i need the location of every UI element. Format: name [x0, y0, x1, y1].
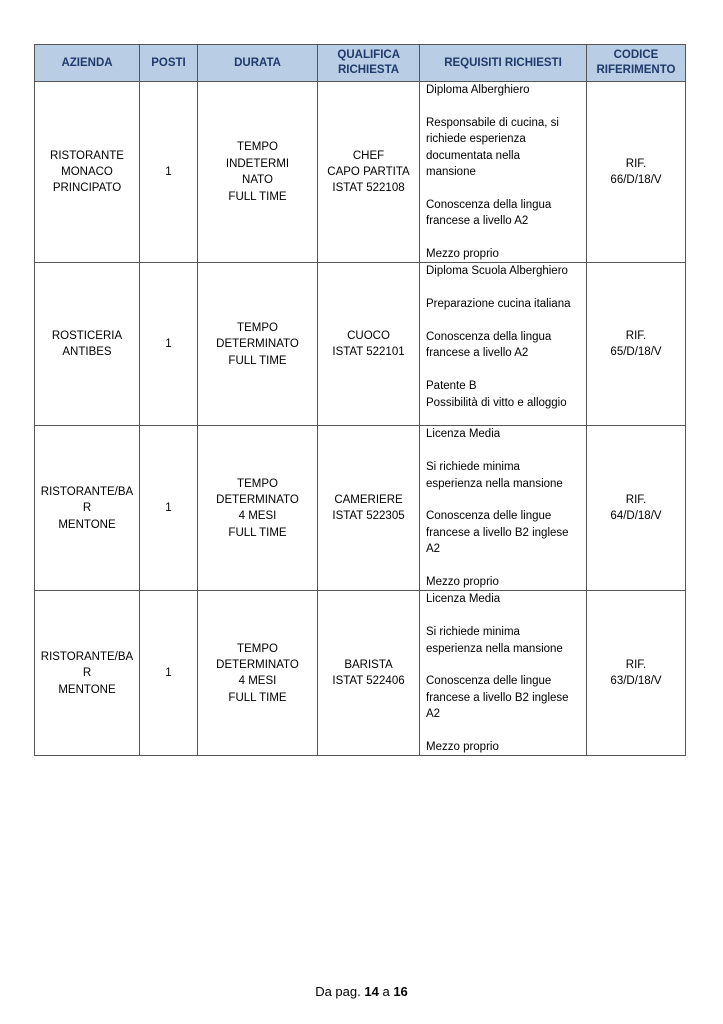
- durata-line: TEMPO: [237, 477, 278, 490]
- requisiti-line: francese a livello B2 inglese: [426, 691, 569, 704]
- requisiti-line: esperienza nella mansione: [426, 642, 563, 655]
- codice-line: 66/D/18/V: [610, 174, 662, 187]
- table-row: [35, 82, 686, 263]
- cell-azienda: [35, 263, 140, 426]
- cell-requisiti: [420, 591, 587, 756]
- cell-qualifica: [318, 82, 420, 263]
- requisiti-line: documentata nella: [426, 149, 520, 162]
- footer-page-number: 14: [364, 984, 379, 999]
- header-codice-line-2: RIFERIMENTO: [596, 64, 676, 76]
- requisiti-line: Licenza Media: [426, 593, 501, 606]
- qualifica-line: BARISTA: [344, 659, 393, 672]
- job-offers-table: [34, 44, 686, 756]
- requisiti-line: Conoscenza delle lingue: [426, 510, 552, 523]
- qualifica-line: ISTAT 522305: [332, 510, 405, 523]
- header-durata: DURATA: [198, 45, 318, 82]
- requisiti-line: Diploma Scuola Alberghiero: [426, 265, 568, 278]
- durata-line: INDETERMI: [225, 157, 290, 170]
- footer-prefix: Da pag.: [315, 984, 361, 999]
- header-requisiti: REQUISITI RICHIESTI: [420, 45, 587, 82]
- requisiti-line: Mezzo proprio: [426, 576, 499, 589]
- requisiti-line: Responsabile di cucina, si: [426, 116, 559, 129]
- requisiti-line: [426, 723, 580, 739]
- cell-codice: [587, 82, 686, 263]
- qualifica-line: ISTAT 522101: [332, 346, 405, 359]
- requisiti-line: A2: [426, 708, 441, 721]
- cell-codice: [587, 263, 686, 426]
- durata-line: DETERMINATO: [216, 659, 299, 672]
- cell-durata: [198, 263, 318, 426]
- azienda-line: RISTORANTE/BA: [40, 650, 134, 663]
- requisiti-line: esperienza nella mansione: [426, 477, 563, 490]
- azienda-line: RISTORANTE: [50, 149, 124, 162]
- azienda-line: R: [82, 502, 92, 515]
- requisiti-line: Conoscenza delle lingue: [426, 675, 552, 688]
- qualifica-line: CAPO PARTITA: [327, 166, 410, 178]
- header-azienda: AZIENDA: [35, 45, 140, 82]
- durata-line: 4 MESI: [238, 510, 277, 523]
- cell-durata: [198, 591, 318, 756]
- durata-line: TEMPO: [237, 141, 278, 154]
- durata-line: FULL TIME: [228, 691, 287, 704]
- cell-qualifica: [318, 426, 420, 591]
- durata-line: TEMPO: [237, 321, 278, 334]
- requisiti-line: Mezzo proprio: [426, 741, 499, 754]
- durata-line: DETERMINATO: [216, 338, 299, 351]
- requisiti-line: [426, 98, 580, 114]
- cell-qualifica: [318, 263, 420, 426]
- cell-azienda: [35, 82, 140, 263]
- cell-durata: [198, 82, 318, 263]
- durata-line: TEMPO: [237, 642, 278, 655]
- requisiti-line: A2: [426, 543, 441, 556]
- qualifica-line: CUOCO: [347, 330, 390, 343]
- header-codice: [587, 45, 686, 82]
- codice-line: 65/D/18/V: [610, 346, 662, 359]
- azienda-line: MENTONE: [58, 518, 116, 531]
- cell-posti: 1: [140, 426, 198, 591]
- requisiti-line: mansione: [426, 166, 476, 179]
- durata-line: FULL TIME: [228, 354, 287, 367]
- cell-durata: [198, 426, 318, 591]
- azienda-line: RISTORANTE/BA: [40, 485, 134, 498]
- azienda-line: ROSTICERIA: [51, 330, 123, 343]
- requisiti-line: [426, 230, 580, 246]
- requisiti-line: Si richiede minima: [426, 626, 520, 639]
- azienda-line: PRINCIPATO: [52, 182, 122, 195]
- requisiti-line: Preparazione cucina italiana: [426, 298, 571, 311]
- codice-line: RIF.: [625, 659, 647, 672]
- qualifica-line: ISTAT 522108: [332, 182, 405, 195]
- durata-line: DETERMINATO: [216, 494, 299, 507]
- page-footer: [0, 984, 723, 999]
- requisiti-line: Patente B: [426, 380, 477, 393]
- azienda-line: R: [82, 667, 92, 680]
- azienda-line: ANTIBES: [62, 346, 112, 359]
- cell-qualifica: [318, 591, 420, 756]
- cell-requisiti: [420, 426, 587, 591]
- requisiti-line: richiede esperienza: [426, 133, 526, 146]
- requisiti-line: [426, 313, 580, 329]
- requisiti-line: Si richiede minima: [426, 461, 520, 474]
- codice-line: RIF.: [625, 157, 647, 170]
- codice-line: 64/D/18/V: [610, 510, 662, 523]
- cell-requisiti: [420, 263, 587, 426]
- header-qualifica: [318, 45, 420, 82]
- table-row: [35, 426, 686, 591]
- cell-posti: 1: [140, 263, 198, 426]
- requisiti-line: Licenza Media: [426, 428, 501, 441]
- table-header-row: [35, 45, 686, 82]
- requisiti-line: [426, 657, 580, 673]
- azienda-line: MENTONE: [58, 683, 116, 696]
- cell-codice: [587, 591, 686, 756]
- cell-requisiti: [420, 82, 587, 263]
- requisiti-line: francese a livello B2 inglese: [426, 526, 569, 539]
- requisiti-line: Possibilità di vitto e alloggio: [426, 396, 567, 409]
- header-qualifica-line-1: QUALIFICA: [337, 49, 400, 61]
- table-row: [35, 263, 686, 426]
- header-codice-line-1: CODICE: [613, 49, 659, 61]
- table-row: [35, 591, 686, 756]
- requisiti-line: [426, 492, 580, 508]
- requisiti-line: Conoscenza della lingua: [426, 198, 552, 211]
- qualifica-line: CAMERIERE: [334, 494, 403, 507]
- requisiti-line: [426, 608, 580, 624]
- azienda-line: MONACO: [61, 166, 113, 178]
- requisiti-line: [426, 280, 580, 296]
- durata-line: FULL TIME: [228, 190, 287, 203]
- cell-codice: [587, 426, 686, 591]
- durata-line: FULL TIME: [228, 526, 287, 539]
- requisiti-line: francese a livello A2: [426, 215, 529, 228]
- codice-line: RIF.: [625, 494, 647, 507]
- requisiti-line: [426, 558, 580, 574]
- cell-posti: 1: [140, 82, 198, 263]
- qualifica-line: ISTAT 522406: [332, 675, 405, 688]
- durata-line: NATO: [242, 174, 273, 187]
- footer-separator: a: [382, 984, 390, 999]
- footer-total-pages: 16: [393, 984, 408, 999]
- qualifica-line: CHEF: [352, 149, 385, 162]
- codice-line: 63/D/18/V: [610, 675, 662, 688]
- header-qualifica-line-2: RICHIESTA: [337, 64, 400, 76]
- requisiti-line: francese a livello A2: [426, 347, 529, 360]
- cell-posti: 1: [140, 591, 198, 756]
- requisiti-line: Mezzo proprio: [426, 248, 499, 261]
- requisiti-line: [426, 362, 580, 378]
- requisiti-line: [426, 180, 580, 196]
- codice-line: RIF.: [625, 330, 647, 343]
- cell-azienda: [35, 426, 140, 591]
- requisiti-line: Conoscenza della lingua: [426, 331, 552, 344]
- cell-azienda: [35, 591, 140, 756]
- requisiti-line: [426, 443, 580, 459]
- requisiti-line: Diploma Alberghiero: [426, 84, 530, 96]
- header-posti: POSTI: [140, 45, 198, 82]
- durata-line: 4 MESI: [238, 675, 277, 688]
